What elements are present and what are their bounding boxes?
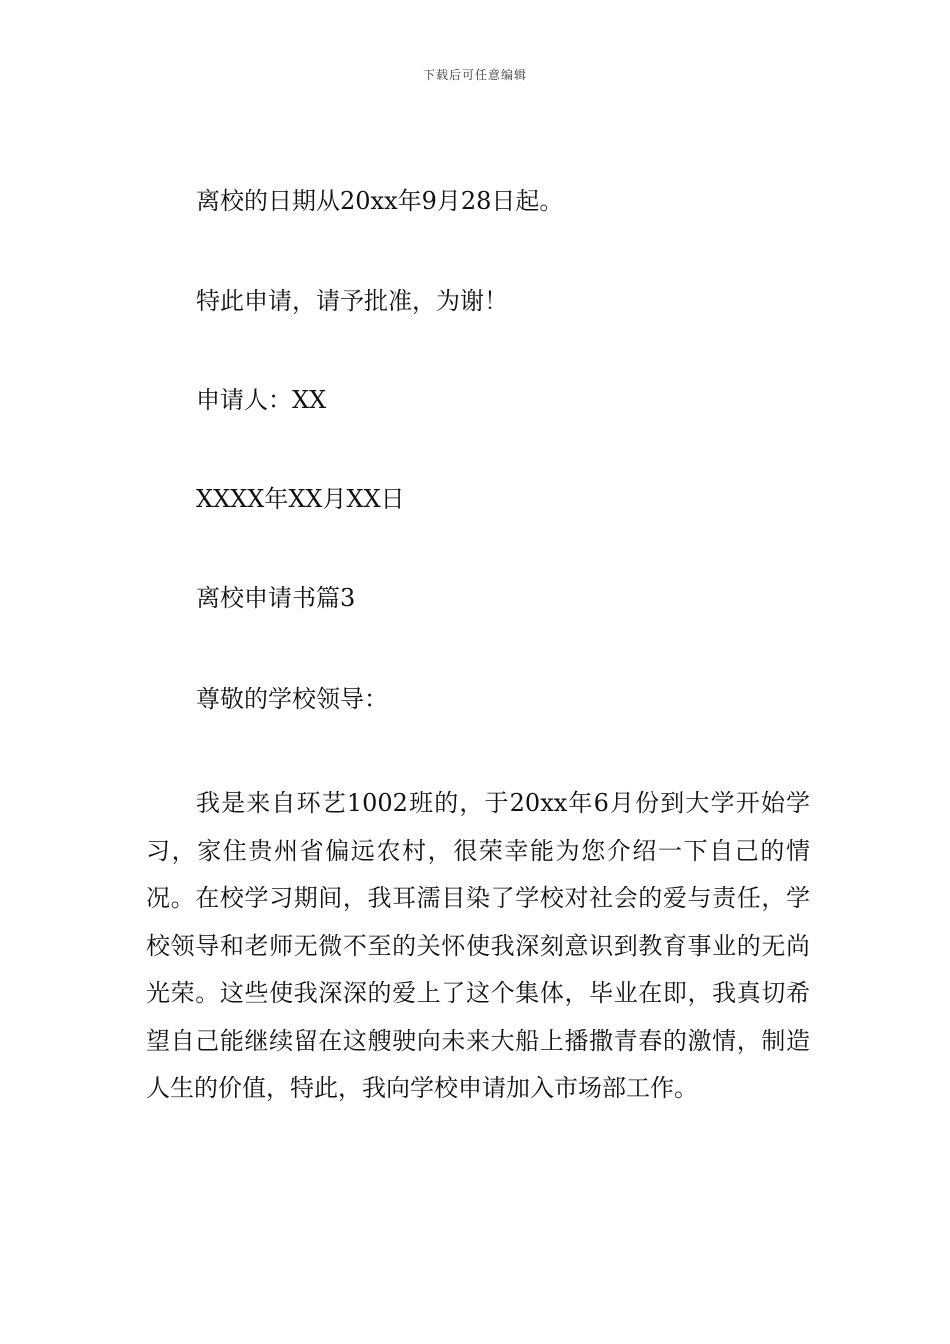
applicant-line: 申请人：XX bbox=[196, 386, 327, 414]
salutation-line: 尊敬的学校领导： bbox=[196, 685, 388, 713]
leave-date-line: 离校的日期从20xx年9月28日起。 bbox=[196, 187, 564, 215]
header-note: 下载后可任意编辑 bbox=[422, 68, 527, 82]
section-title: 离校申请书篇3 bbox=[196, 584, 356, 612]
date-line: XXXX年XX月XX日 bbox=[196, 485, 405, 513]
closing-request-line: 特此申请，请予批准，为谢！ bbox=[196, 287, 508, 315]
body-paragraph: 我是来自环艺1002班的，于20xx年6月份到大学开始学习，家住贵州省偏远农村，很荣幸能为您介绍一下自己的情况。在校学习期间，我耳濡目染了学校对社会的爱与责任，学校领导和老师无微不至的关怀使我深刻意识到教育事业的无尚光荣。这些使我深深的爱上了这个集体，毕业在即，我真切希望自己能继续留在这艘驶向未来大船上播撒青春的激情，制造人生的价值，特此，我向学校申请加入市场部工作。 bbox=[146, 789, 810, 1102]
